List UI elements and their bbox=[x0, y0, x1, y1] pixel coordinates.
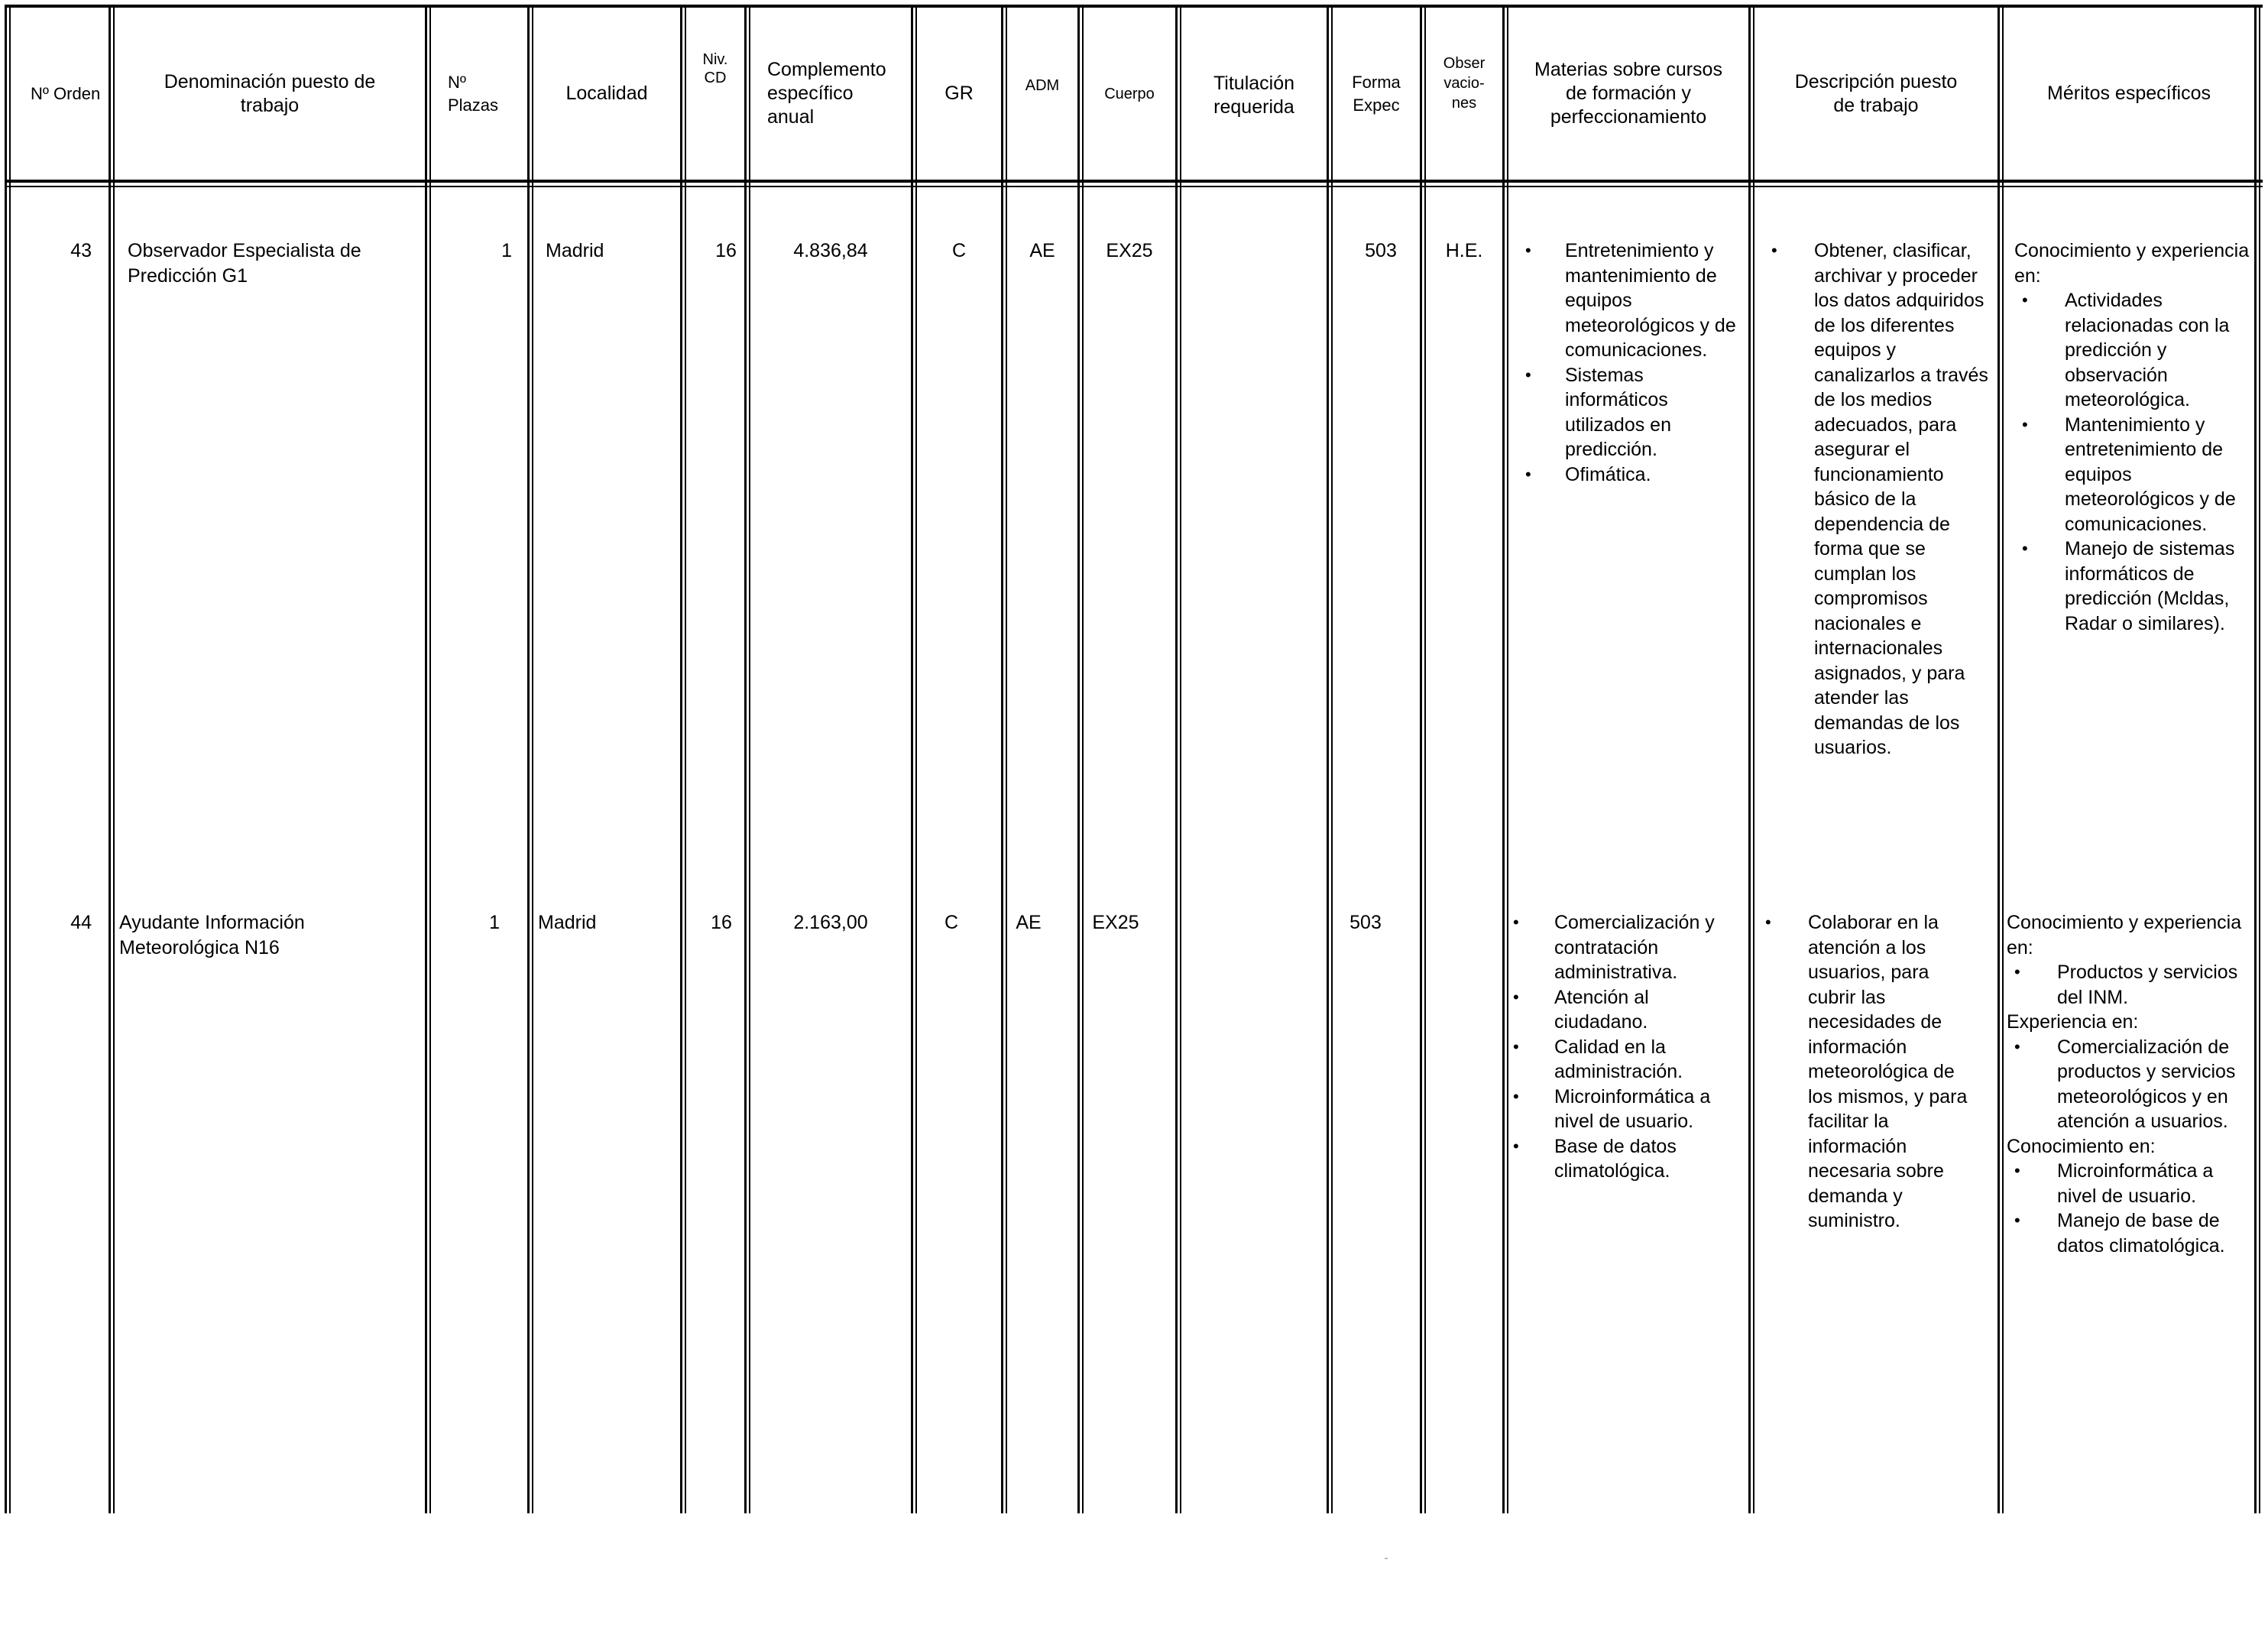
row-44-adm: AE bbox=[1016, 912, 1042, 933]
row-43-adm: AE bbox=[1029, 240, 1055, 261]
header-denominacion: Denominación puesto de trabajo bbox=[164, 70, 376, 116]
list-item: • Base de datos climatológica. bbox=[1505, 1134, 1735, 1184]
row-44-forma-prov: 503 bbox=[1349, 912, 1382, 933]
header-meritos: Méritos específicos bbox=[2047, 83, 2211, 104]
list-item: • Comercialización de productos y servicios meteorológicos y en atención a usuarios. bbox=[2007, 1035, 2248, 1134]
header-bottom-border-inner bbox=[5, 186, 2263, 187]
row-43-nivel-cd: 16 bbox=[715, 240, 737, 261]
row-44-orden: 44 bbox=[70, 912, 92, 933]
list-item: • Obtener, clasificar, archivar y proceder los datos adquiridos de los diferentes equipos y canalizarlos a través de los medios adecuados, para asegurar el funcionamiento básico de la dependencia de forma que se cumplan los compromisos nacionales e internacionales asignados, y para atender las demandas de los usuarios. bbox=[1762, 238, 1988, 761]
column-rule bbox=[425, 5, 427, 1513]
column-rule bbox=[9, 5, 11, 1513]
column-rule bbox=[532, 5, 533, 1513]
row-44-complemento: 2.163,00 bbox=[793, 912, 868, 933]
meritos-heading: Conocimiento en: bbox=[2007, 1135, 2156, 1157]
list-item: • Manejo de base de datos climatológica. bbox=[2007, 1208, 2248, 1258]
column-rule bbox=[2254, 5, 2257, 1513]
list-item: • Calidad en la administración. bbox=[1505, 1035, 1735, 1085]
list-item: • Microinformática a nivel de usuario. bbox=[1505, 1085, 1735, 1134]
column-rule bbox=[1424, 5, 1426, 1513]
row-44-meritos bbox=[2007, 910, 2248, 1258]
list-item: • Manejo de sistemas informáticos de predicción (Mcldas, Radar o similares). bbox=[2014, 537, 2253, 636]
column-rule bbox=[5, 5, 7, 1513]
column-rule bbox=[680, 5, 682, 1513]
header-observaciones: Obser vacio- nes bbox=[1443, 55, 1486, 112]
header-materias: Materias sobre cursos de formación y perfeccionamiento bbox=[1534, 59, 1722, 128]
column-rule bbox=[911, 5, 913, 1513]
row-43-denominacion: Observador Especialista de Predicción G1 bbox=[128, 240, 361, 287]
list-item: • Productos y servicios del INM. bbox=[2007, 960, 2248, 1010]
column-rule bbox=[1507, 5, 1508, 1513]
column-rule bbox=[1077, 5, 1080, 1513]
header-orden: Nº Orden bbox=[31, 83, 101, 103]
row-44-descripcion bbox=[1756, 910, 1979, 1234]
row-43-localidad: Madrid bbox=[546, 240, 604, 261]
column-rule bbox=[915, 5, 917, 1513]
row-44-denominacion: Ayudante Información Meteorológica N16 bbox=[119, 912, 305, 958]
column-rule bbox=[1006, 5, 1007, 1513]
header-localidad: Localidad bbox=[565, 83, 648, 104]
row-44-materias bbox=[1505, 910, 1735, 1184]
row-44-plazas: 1 bbox=[489, 912, 500, 933]
column-rule bbox=[527, 5, 530, 1513]
column-rule bbox=[1175, 5, 1178, 1513]
header-bottom-border bbox=[5, 180, 2263, 183]
list-item: • Sistemas informáticos utilizados en predicción. bbox=[1516, 363, 1745, 462]
column-rule bbox=[1327, 5, 1329, 1513]
column-rule bbox=[1753, 5, 1754, 1513]
scan-speck bbox=[1385, 1558, 1388, 1559]
list-item: • Colaborar en la atención a los usuarios, para cubrir las necesidades de información meteorológica de los mismos, y para facilitar la información necesaria sobre demanda y suministro. bbox=[1756, 910, 1979, 1234]
row-43-complemento: 4.836,84 bbox=[793, 240, 868, 261]
column-rule bbox=[1748, 5, 1751, 1513]
column-rule bbox=[2002, 5, 2004, 1513]
column-rule bbox=[113, 5, 115, 1513]
meritos-heading: Conocimiento y experiencia en: bbox=[2014, 240, 2250, 287]
column-rule bbox=[744, 5, 747, 1513]
header-forma-prov: Forma Expec bbox=[1352, 72, 1401, 115]
list-item: • Actividades relacionadas con la predicción y observación meteorológica. bbox=[2014, 288, 2253, 413]
row-43-forma-prov: 503 bbox=[1365, 240, 1397, 261]
row-43-materias bbox=[1516, 238, 1745, 487]
row-43-observaciones: H.E. bbox=[1445, 240, 1483, 261]
row-43-orden: 43 bbox=[70, 240, 92, 261]
column-rule bbox=[685, 5, 686, 1513]
list-item: • Mantenimiento y entretenimiento de equipos meteorológicos y de comunicaciones. bbox=[2014, 413, 2253, 537]
row-44-gr: C bbox=[944, 912, 959, 933]
header-descripcion: Descripción puesto de trabajo bbox=[1794, 70, 1958, 116]
row-43-plazas: 1 bbox=[501, 240, 512, 261]
column-rule bbox=[1082, 5, 1084, 1513]
list-item: • Microinformática a nivel de usuario. bbox=[2007, 1159, 2248, 1208]
column-rule bbox=[109, 5, 111, 1513]
header-gr: GR bbox=[944, 83, 974, 104]
header-complemento: Complemento específico anual bbox=[767, 59, 886, 128]
row-44-nivel-cd: 16 bbox=[711, 912, 732, 933]
column-rule bbox=[1331, 5, 1333, 1513]
column-rule bbox=[1502, 5, 1505, 1513]
row-43-meritos bbox=[2014, 238, 2253, 636]
row-44-cuerpo: EX25 bbox=[1092, 912, 1139, 933]
header-cuerpo: Cuerpo bbox=[1104, 85, 1155, 102]
list-item: • Comercialización y contratación administrativa. bbox=[1505, 910, 1735, 985]
header-titulacion: Titulación requerida bbox=[1213, 73, 1295, 118]
header-adm: ADM bbox=[1025, 77, 1060, 94]
row-44-localidad: Madrid bbox=[538, 912, 597, 933]
column-rule bbox=[1180, 5, 1181, 1513]
column-rule bbox=[1420, 5, 1422, 1513]
row-43-cuerpo: EX25 bbox=[1106, 240, 1153, 261]
column-rule bbox=[1001, 5, 1003, 1513]
column-rule bbox=[1997, 5, 2000, 1513]
list-item: • Atención al ciudadano. bbox=[1505, 985, 1735, 1035]
meritos-heading: Conocimiento y experiencia en: bbox=[2007, 912, 2242, 958]
row-43-descripcion bbox=[1762, 238, 1988, 761]
column-rule bbox=[749, 5, 750, 1513]
meritos-heading: Experiencia en: bbox=[2007, 1011, 2139, 1033]
row-43-gr: C bbox=[951, 240, 967, 261]
header-plazas: Nº Plazas bbox=[448, 72, 499, 115]
list-item: • Entretenimiento y mantenimiento de equipos meteorológicos y de comunicaciones. bbox=[1516, 238, 1745, 363]
list-item: • Ofimática. bbox=[1516, 462, 1745, 488]
column-rule bbox=[429, 5, 431, 1513]
column-rule bbox=[2259, 5, 2260, 1513]
header-nivel-cd: Niv. CD bbox=[702, 51, 728, 86]
